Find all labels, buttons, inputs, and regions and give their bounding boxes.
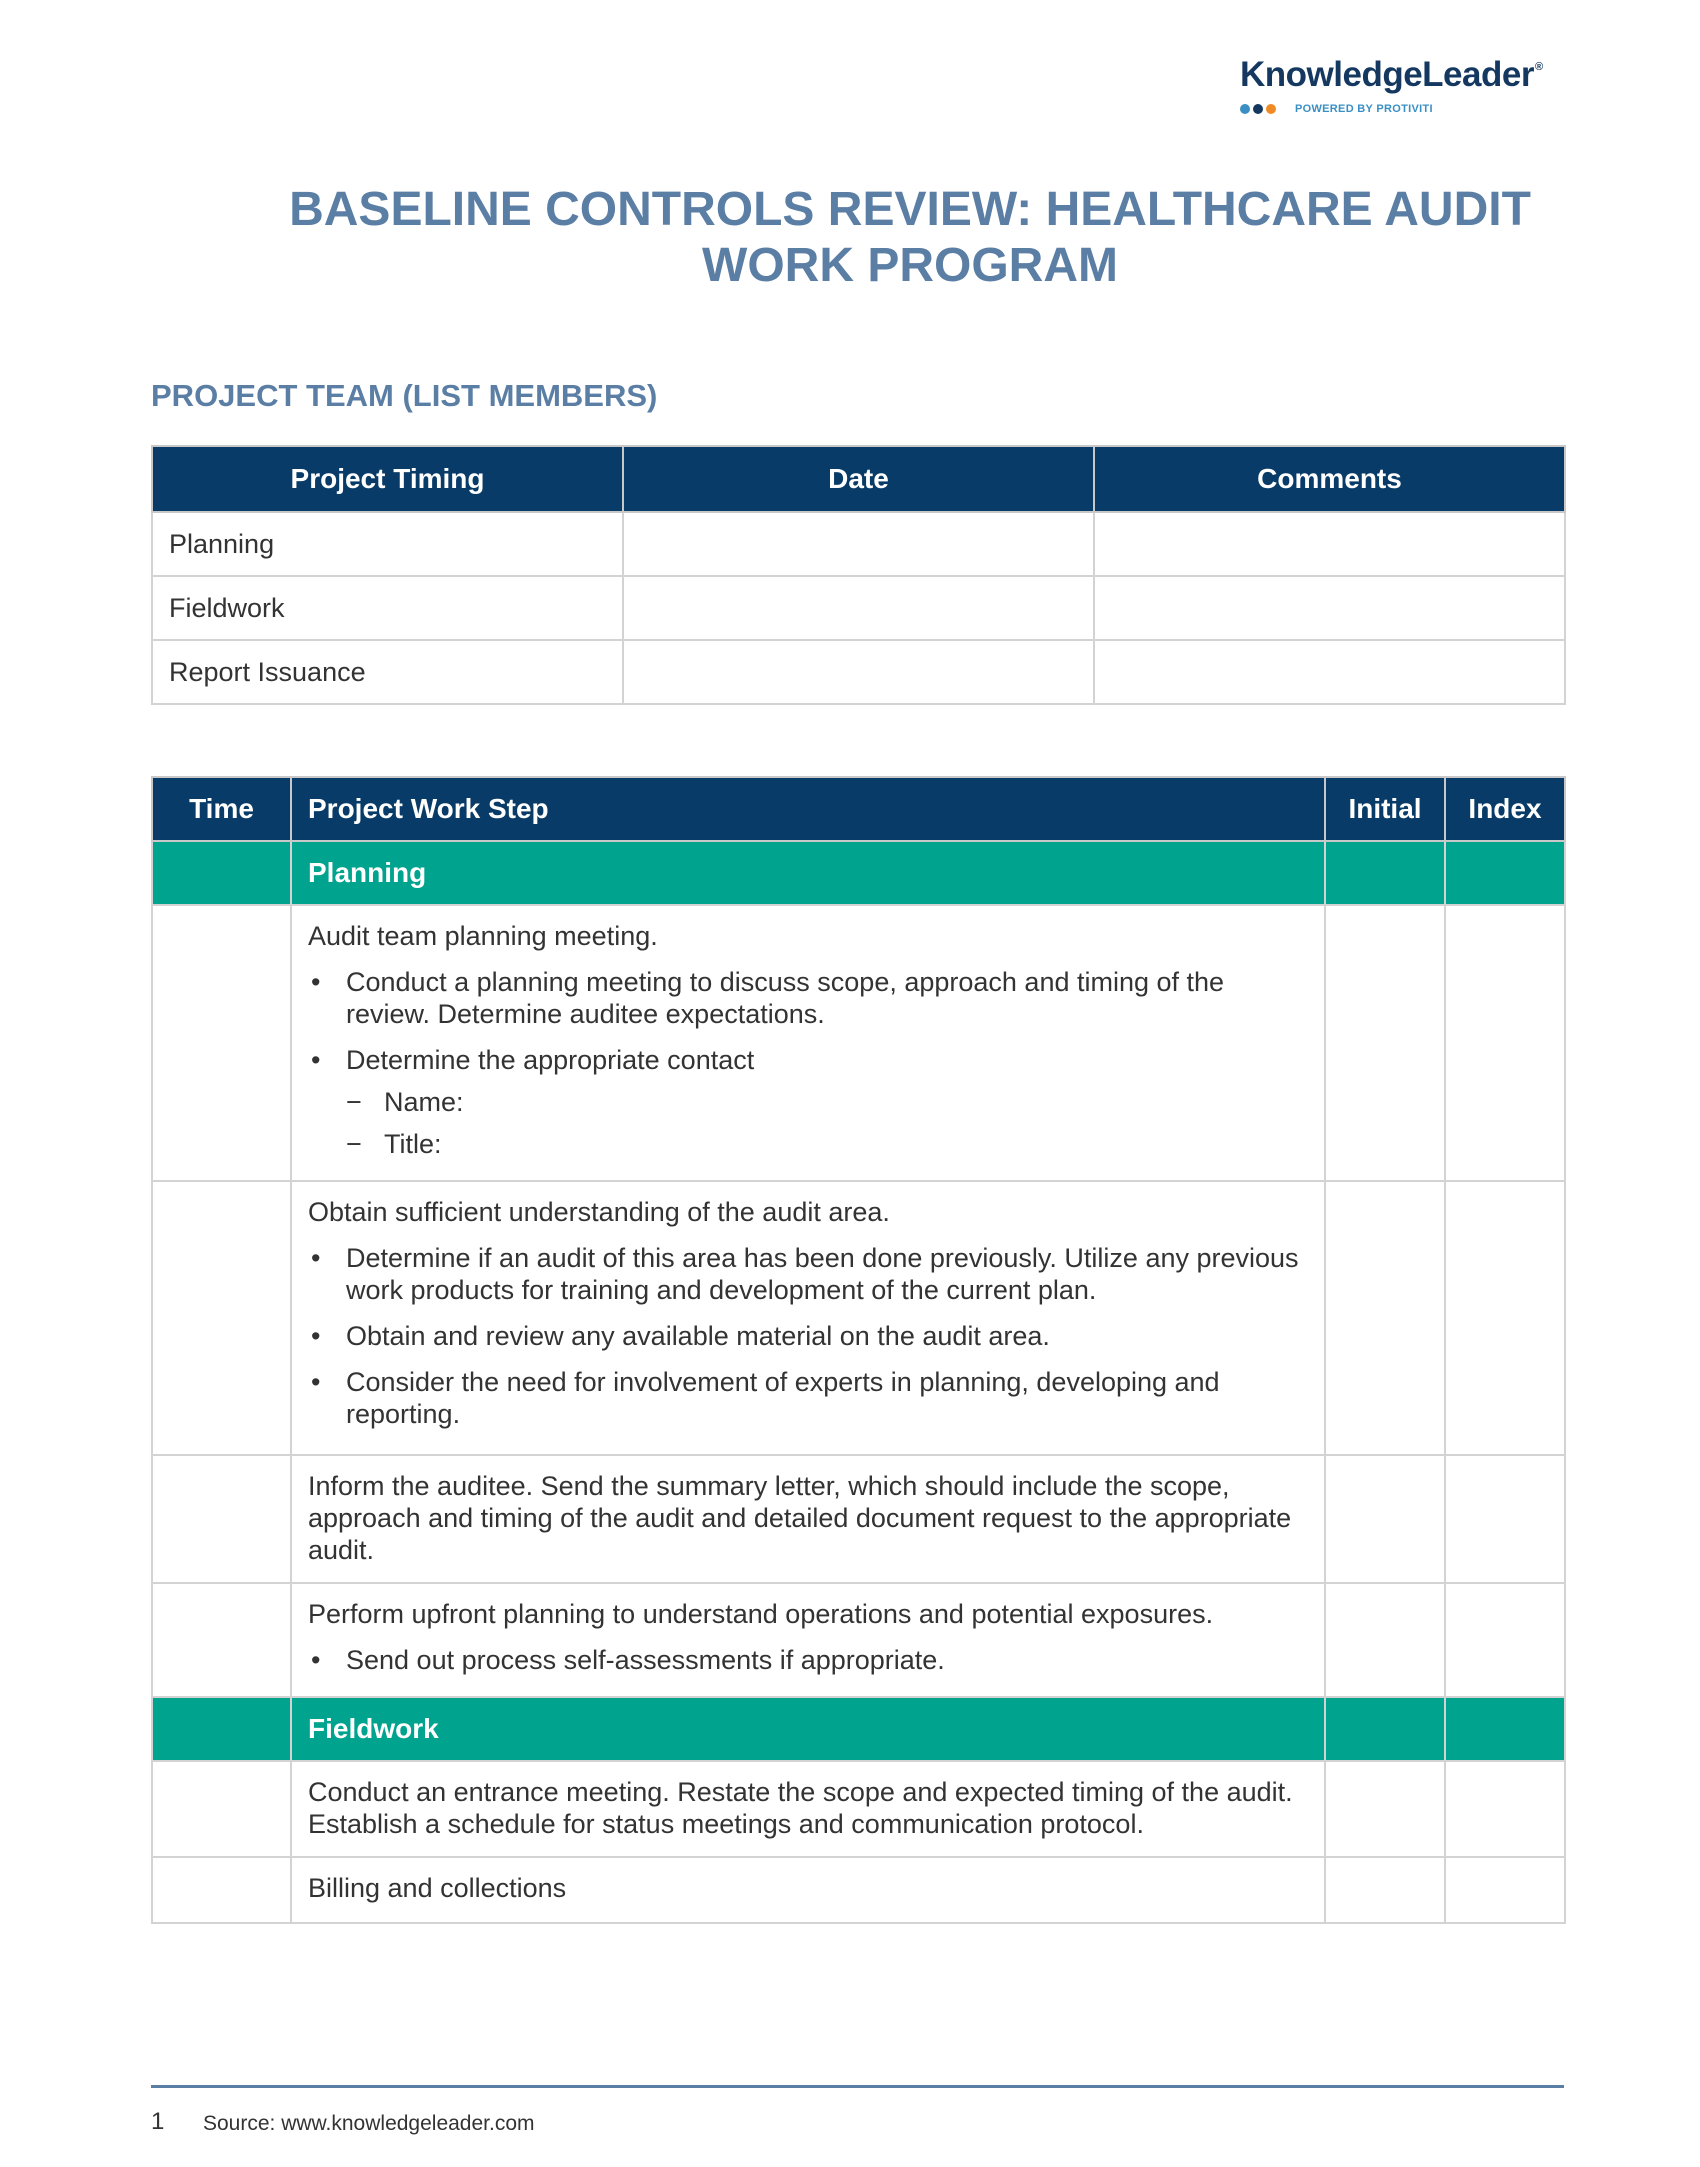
step-initial-cell[interactable] bbox=[1325, 1761, 1445, 1857]
timing-cell-date[interactable] bbox=[623, 640, 1094, 704]
step-time-cell[interactable] bbox=[152, 1181, 291, 1455]
work-program-table bbox=[151, 776, 1566, 1924]
logo-dot-navy bbox=[1253, 104, 1263, 114]
document-title: BASELINE CONTROLS REVIEW: HEALTHCARE AUDIT WORK PROGRAM bbox=[289, 183, 1531, 292]
timing-header-row bbox=[152, 446, 1565, 512]
step-bullet-text: Determine the appropriate contact bbox=[346, 1045, 755, 1075]
step-bullet-list bbox=[308, 966, 1308, 1160]
step-bullet: • Obtain and review any available material on the audit area. bbox=[308, 1320, 1308, 1352]
step-text: Audit team planning meeting. bbox=[308, 921, 658, 951]
step-initial-cell[interactable] bbox=[1325, 1857, 1445, 1923]
logo-dot-blue bbox=[1240, 104, 1250, 114]
footer-divider bbox=[151, 2085, 1564, 2088]
step-bullet: • Conduct a planning meeting to discuss scope, approach and timing of the review. Determine auditee expectations. bbox=[308, 966, 1308, 1030]
step-initial-cell[interactable] bbox=[1325, 1181, 1445, 1455]
timing-row bbox=[152, 640, 1565, 704]
logo-dot-orange bbox=[1266, 104, 1276, 114]
work-header-step: Project Work Step bbox=[291, 777, 1325, 841]
step-bullet bbox=[308, 1044, 1308, 1160]
timing-cell-label: Report Issuance bbox=[152, 640, 623, 704]
section-initial-cell bbox=[1325, 1697, 1445, 1761]
step-content bbox=[291, 1761, 1325, 1857]
logo-wordmark bbox=[1240, 55, 1560, 95]
step-index-cell[interactable] bbox=[1445, 1455, 1565, 1583]
step-text: Obtain sufficient understanding of the audit area. bbox=[308, 1197, 890, 1227]
step-bullet: • Consider the need for involvement of experts in planning, developing and reporting. bbox=[308, 1366, 1308, 1430]
timing-row bbox=[152, 512, 1565, 576]
section-row-fieldwork bbox=[152, 1697, 1565, 1761]
step-time-cell[interactable] bbox=[152, 905, 291, 1181]
timing-row bbox=[152, 576, 1565, 640]
step-initial-cell[interactable] bbox=[1325, 905, 1445, 1181]
step-bullet-list bbox=[308, 1644, 1308, 1676]
project-team-heading: PROJECT TEAM (LIST MEMBERS) bbox=[151, 378, 658, 413]
timing-header-comments: Comments bbox=[1094, 446, 1565, 512]
work-step-row bbox=[152, 1455, 1565, 1583]
section-time-cell bbox=[152, 1697, 291, 1761]
work-header-time: Time bbox=[152, 777, 291, 841]
step-content bbox=[291, 905, 1325, 1181]
step-initial-cell[interactable] bbox=[1325, 1583, 1445, 1697]
powered-by-text: POWERED BY PROTIVITI bbox=[1295, 103, 1433, 115]
timing-cell-label: Planning bbox=[152, 512, 623, 576]
step-text: Billing and collections bbox=[308, 1873, 567, 1903]
step-bullet: • Send out process self-assessments if appropriate. bbox=[308, 1644, 1308, 1676]
work-header-row bbox=[152, 777, 1565, 841]
work-step-row bbox=[152, 1857, 1565, 1923]
step-text: Conduct an entrance meeting. Restate the scope and expected timing of the audit. Establish a schedule for status meetings and communication protocol. bbox=[308, 1777, 1293, 1839]
timing-cell-label: Fieldwork bbox=[152, 576, 623, 640]
step-time-cell[interactable] bbox=[152, 1583, 291, 1697]
step-initial-cell[interactable] bbox=[1325, 1455, 1445, 1583]
project-timing-table bbox=[151, 445, 1566, 705]
work-step-row bbox=[152, 1181, 1565, 1455]
timing-cell-date[interactable] bbox=[623, 512, 1094, 576]
step-time-cell[interactable] bbox=[152, 1455, 291, 1583]
section-index-cell bbox=[1445, 1697, 1565, 1761]
logo-wordmark-text: KnowledgeLeader bbox=[1240, 55, 1534, 94]
section-time-cell bbox=[152, 841, 291, 905]
timing-cell-date[interactable] bbox=[623, 576, 1094, 640]
step-index-cell[interactable] bbox=[1445, 905, 1565, 1181]
step-content bbox=[291, 1181, 1325, 1455]
step-index-cell[interactable] bbox=[1445, 1857, 1565, 1923]
step-index-cell[interactable] bbox=[1445, 1761, 1565, 1857]
work-step-row bbox=[152, 1583, 1565, 1697]
knowledgeleader-logo bbox=[1240, 55, 1560, 115]
step-content bbox=[291, 1583, 1325, 1697]
step-sub-list bbox=[346, 1086, 1308, 1160]
work-step-row bbox=[152, 905, 1565, 1181]
work-step-row bbox=[152, 1761, 1565, 1857]
step-bullet-list bbox=[308, 1242, 1308, 1430]
step-index-cell[interactable] bbox=[1445, 1583, 1565, 1697]
step-time-cell[interactable] bbox=[152, 1857, 291, 1923]
timing-cell-comments[interactable] bbox=[1094, 576, 1565, 640]
step-sub-item: − Name: bbox=[346, 1086, 1308, 1118]
step-text: Perform upfront planning to understand operations and potential exposures. bbox=[308, 1599, 1214, 1629]
timing-cell-comments[interactable] bbox=[1094, 640, 1565, 704]
section-title: Fieldwork bbox=[291, 1697, 1325, 1761]
step-content bbox=[291, 1857, 1325, 1923]
timing-header-project-timing: Project Timing bbox=[152, 446, 623, 512]
source-citation: Source: www.knowledgeleader.com bbox=[203, 2112, 535, 2135]
timing-header-date: Date bbox=[623, 446, 1094, 512]
step-index-cell[interactable] bbox=[1445, 1181, 1565, 1455]
work-header-initial: Initial bbox=[1325, 777, 1445, 841]
step-text: Inform the auditee. Send the summary letter, which should include the scope, approach and timing of the audit and detailed document request to the appropriate audit. bbox=[308, 1471, 1292, 1565]
step-content bbox=[291, 1455, 1325, 1583]
section-index-cell bbox=[1445, 841, 1565, 905]
work-header-index: Index bbox=[1445, 777, 1565, 841]
step-bullet: • Determine if an audit of this area has been done previously. Utilize any previous work products for training and development of the current plan. bbox=[308, 1242, 1308, 1306]
logo-tagline bbox=[1240, 103, 1560, 115]
timing-cell-comments[interactable] bbox=[1094, 512, 1565, 576]
section-row-planning bbox=[152, 841, 1565, 905]
trademark-symbol: ® bbox=[1534, 61, 1543, 73]
section-title: Planning bbox=[291, 841, 1325, 905]
step-sub-item: − Title: bbox=[346, 1128, 1308, 1160]
section-initial-cell bbox=[1325, 841, 1445, 905]
page-number: 1 bbox=[151, 2108, 165, 2135]
step-time-cell[interactable] bbox=[152, 1761, 291, 1857]
